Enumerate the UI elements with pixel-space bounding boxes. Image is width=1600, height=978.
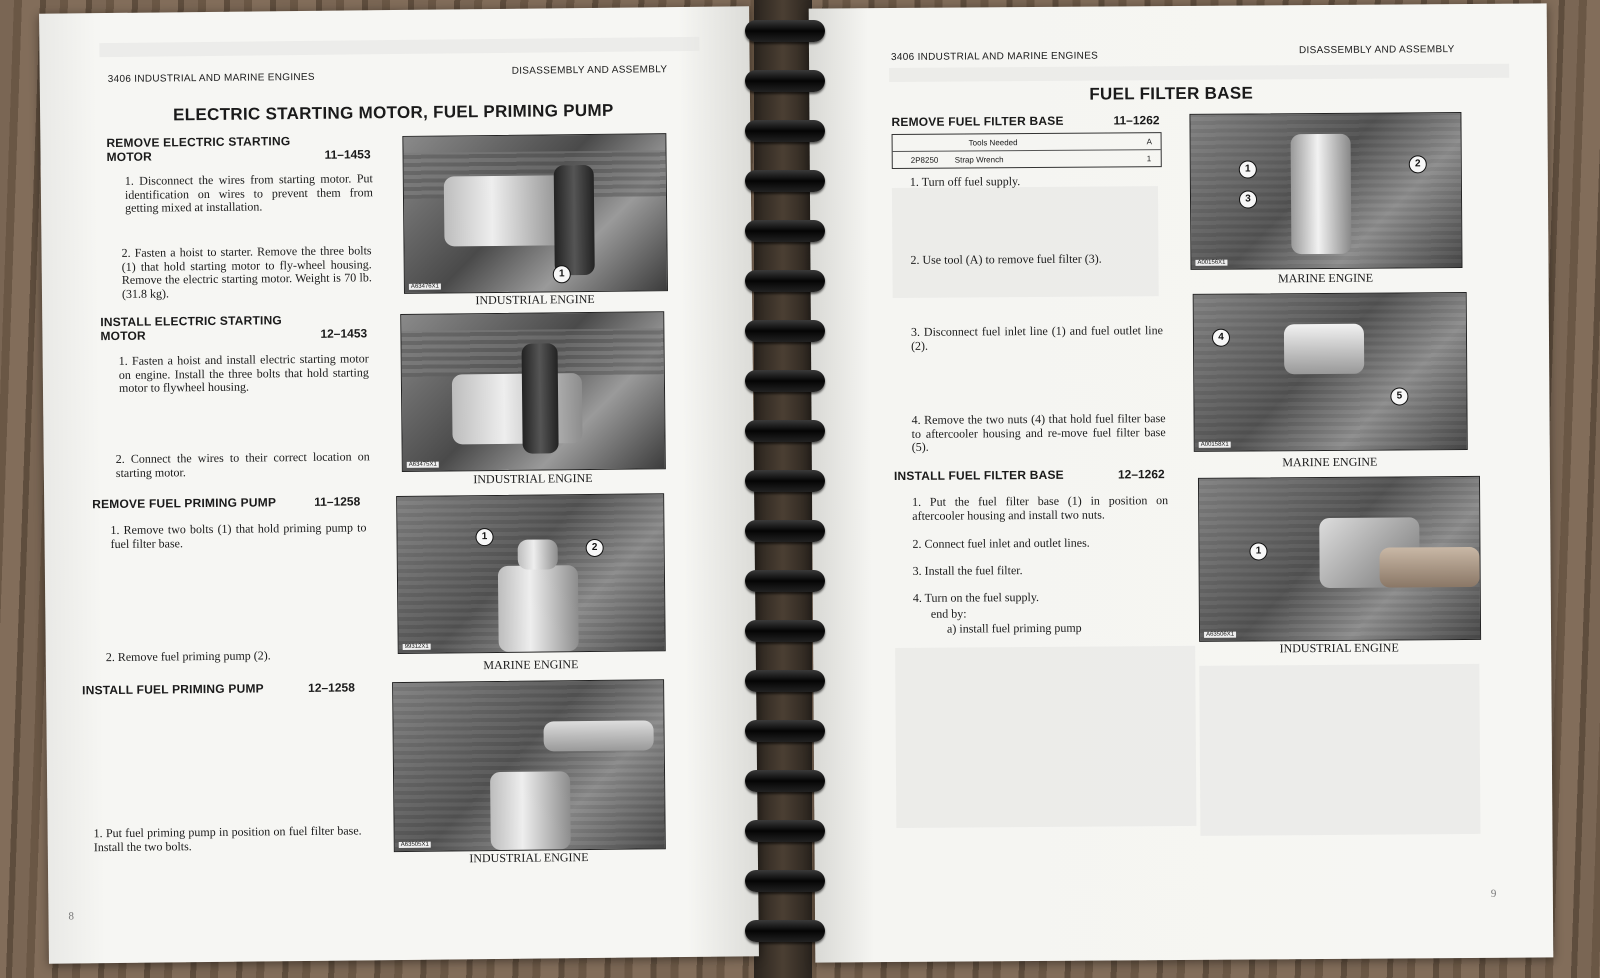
callout-marker: 4 [1212, 329, 1230, 347]
engine-photo [1193, 292, 1468, 452]
engine-photo [1198, 476, 1481, 642]
photo-caption: INDUSTRIAL ENGINE [469, 850, 589, 866]
step-text: 1. Put fuel priming pump in position on fuel filter base. Install the two bolts. [93, 823, 362, 854]
photo-caption: INDUSTRIAL ENGINE [473, 470, 593, 487]
photo-tag: A63505X1 [400, 841, 429, 849]
binding-coil [735, 20, 835, 46]
left-page-title: ELECTRIC STARTING MOTOR, FUEL PRIMING PUMP [173, 100, 614, 125]
step-text: 3. Disconnect fuel inlet line (1) and fuel outlet line (2). [910, 323, 1163, 353]
binding-coil [735, 820, 835, 846]
bleed-through-text [889, 64, 1509, 82]
binding-coil [735, 70, 835, 96]
tools-table-header: Tools Needed [968, 138, 1018, 148]
callout-marker: 2 [1409, 155, 1427, 173]
page-number: 8 [68, 910, 75, 923]
operation-code: 11–1262 [1113, 113, 1160, 128]
step-text: 1. Disconnect the wires from starting motor. Put identification on wires to prevent them from getting mixed at installation. [124, 171, 374, 215]
photo-tag: A63475X1 [408, 461, 437, 468]
binding-coil [735, 270, 835, 296]
callout-marker: 1 [553, 265, 571, 283]
binding-coil [735, 870, 835, 896]
step-text: 2. Connect fuel inlet and outlet lines. [912, 535, 1090, 551]
right-header-section: DISASSEMBLY AND ASSEMBLY [1298, 44, 1455, 57]
binding-coil [735, 620, 835, 646]
callout-marker: 2 [586, 539, 604, 557]
engine-photo [402, 133, 668, 294]
tool-part-number: 2P8250 [910, 155, 939, 165]
left-header-title: 3406 INDUSTRIAL AND MARINE ENGINES [107, 71, 315, 86]
step-text: 1. Turn off fuel supply. [909, 174, 1021, 189]
engine-photo [392, 679, 666, 852]
right-page [809, 3, 1554, 962]
bleed-through-text [99, 37, 699, 57]
photo-caption: MARINE ENGINE [1282, 454, 1378, 470]
left-header-section: DISASSEMBLY AND ASSEMBLY [511, 64, 668, 77]
photo-caption: MARINE ENGINE [1278, 270, 1374, 286]
section-heading: INSTALL FUEL FILTER BASE [893, 467, 1064, 484]
step-text: 4. Turn on the fuel supply. [912, 589, 1040, 605]
binding-coil [735, 120, 835, 146]
binding-coil [735, 470, 835, 496]
section-heading-cont: MOTOR [100, 328, 146, 344]
step-text: 2. Connect the wires to their correct location on starting motor. [115, 449, 370, 480]
callout-marker: 1 [1249, 542, 1267, 560]
photo-tag: A63506X1 [1206, 631, 1235, 638]
step-text: 4. Remove the two nuts (4) that hold fuel filter base to aftercooler housing and re-move fuel filter base (5). [911, 411, 1166, 454]
binding-coil [735, 170, 835, 196]
faded-photo-area [1199, 664, 1480, 836]
step-text: 2. Fasten a hoist to starter. Remove the three bolts (1) that hold starting motor to fly-wheel housing. Remove the electric starting motor. Weight is 70 lb. (31.8 kg). [121, 243, 372, 301]
tool-quantity: 1 [1146, 154, 1152, 164]
right-header-title: 3406 INDUSTRIAL AND MARINE ENGINES [890, 50, 1099, 64]
tool-name: Strap Wrench [954, 155, 1004, 165]
operation-code: 11–1453 [324, 147, 371, 162]
operation-code: 12–1262 [1117, 467, 1165, 482]
callout-marker: 1 [1239, 160, 1257, 178]
step-text: 1. Remove two bolts (1) that hold priming pump to fuel filter base. [110, 520, 367, 551]
tools-needed-table [892, 132, 1162, 169]
photo-caption: INDUSTRIAL ENGINE [1279, 640, 1399, 656]
engine-photo [400, 311, 666, 472]
section-heading: INSTALL FUEL PRIMING PUMP [82, 681, 264, 698]
engine-photo [1189, 112, 1462, 270]
faded-photo-area [892, 186, 1159, 298]
step-text: 3. Install the fuel filter. [912, 563, 1023, 578]
binding-coil [735, 420, 835, 446]
right-page-title: FUEL FILTER BASE [1089, 83, 1254, 104]
step-text: 1. Put the fuel filter base (1) in position on aftercooler housing and install two nuts. [912, 493, 1169, 523]
section-heading: INSTALL ELECTRIC STARTING [100, 313, 283, 330]
spiral-binding [735, 10, 835, 960]
operation-code: 12–1453 [320, 326, 368, 341]
photo-tag: A00158X1 [1200, 441, 1229, 448]
photo-tag: A00156X1 [1197, 259, 1226, 266]
operation-code: 12–1258 [308, 680, 355, 695]
callout-marker: 1 [475, 528, 493, 546]
binding-coil [735, 370, 835, 396]
photo-caption: MARINE ENGINE [483, 657, 579, 673]
step-text: 1. Fasten a hoist and install electric starting motor on engine. Install the three bolts that hold starting motor to flywheel housing. [118, 351, 369, 395]
engine-photo [396, 493, 666, 654]
faded-text-area [895, 646, 1196, 828]
binding-coil [735, 220, 835, 246]
section-heading-cont: MOTOR [106, 149, 153, 165]
end-by-label: end by: [930, 606, 967, 621]
photo-tag: 99312X1 [404, 643, 429, 650]
section-heading: REMOVE FUEL PRIMING PUMP [92, 495, 277, 512]
binding-coil [735, 320, 835, 346]
photo-tag: A63476X1 [410, 283, 439, 290]
binding-coil [735, 520, 835, 546]
end-by-item: a) install fuel priming pump [946, 620, 1082, 636]
callout-marker: 5 [1390, 387, 1408, 405]
left-page [39, 6, 759, 963]
section-heading: REMOVE FUEL FILTER BASE [891, 113, 1064, 130]
binding-coil [735, 570, 835, 596]
binding-coil [735, 720, 835, 746]
tools-table-column: A [1146, 137, 1152, 147]
section-heading: REMOVE ELECTRIC STARTING [106, 134, 291, 151]
callout-marker: 3 [1239, 190, 1257, 208]
page-number: 9 [1490, 887, 1497, 900]
step-text: 2. Remove fuel priming pump (2). [105, 648, 271, 665]
operation-code: 11–1258 [314, 494, 361, 509]
binding-coil [735, 920, 835, 946]
binding-coil [735, 770, 835, 796]
step-text: 2. Use tool (A) to remove fuel filter (3). [910, 251, 1102, 267]
photo-caption: INDUSTRIAL ENGINE [475, 291, 595, 308]
binding-coil [735, 670, 835, 696]
